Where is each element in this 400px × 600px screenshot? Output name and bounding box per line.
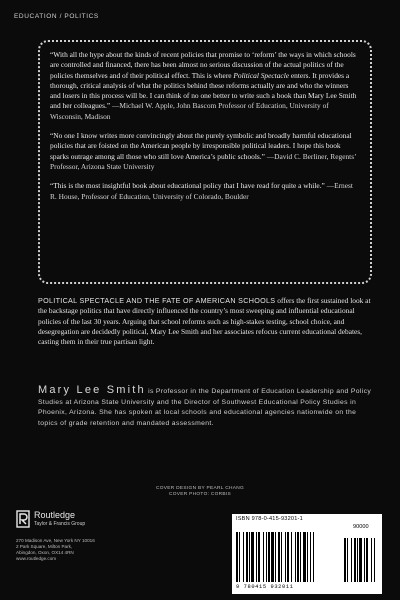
isbn-barcode-label [232, 514, 382, 594]
book-title-italic: Political Spectacle [233, 70, 290, 80]
price-barcode-bar [366, 538, 368, 582]
barcode-bar [271, 532, 274, 582]
barcode-bar [246, 532, 248, 582]
quote-text: “This is the most insightful book about educational policy that I have read for quite a while.” [50, 181, 325, 191]
price-barcode-bar [371, 538, 372, 582]
publisher-name: Routledge [34, 510, 76, 520]
barcode-bar [281, 532, 282, 582]
barcode-bar [300, 532, 301, 582]
address-line: 270 Madison Ave, New York NY 10016 [16, 538, 95, 543]
price-barcode-bar [359, 538, 362, 582]
barcode-bar [251, 532, 254, 582]
barcode-bar [236, 532, 238, 582]
quote-text: “With all the hype about the kinds of recent policies that promise to ‘reform’ the ways in which schools are controlled and financed, there has been almost no serious discussion of the actual politics of the policies themselves and of their political effect. This is where [50, 50, 356, 80]
endorsements-box [38, 40, 372, 284]
cover-photo-credit: COVER PHOTO: CORBIS [168, 492, 232, 498]
endorsement-quote [50, 181, 360, 202]
barcode-bar [307, 532, 308, 582]
cover-design-credit: COVER DESIGN BY PEARL CHANG [155, 486, 245, 491]
publisher-group: Taylor & Francis Group [34, 521, 86, 527]
price-barcode-bar [344, 538, 346, 582]
price-barcode-bar [374, 538, 375, 582]
barcode-bar [297, 532, 299, 582]
author-name: Mary Lee Smith [38, 384, 146, 396]
isbn-number: ISBN 978-0-415-93201-1 [236, 516, 303, 522]
barcode-bar [310, 532, 311, 582]
quote-attribution: —David C. Berliner, Regents’ Professor, Arizona State University [50, 151, 357, 171]
price-barcode-bar [347, 538, 348, 582]
price-code: 90000 [353, 524, 369, 530]
barcode-bar [285, 532, 286, 582]
quote-text: enters. It provides a thorough, critical analysis of what the politics behind these reforms actually are and who the winners and losers in this process will be. I can think of no one better to write such a book than Mary Lee Smith and her colleagues.” [50, 70, 357, 111]
barcode-graphic [236, 532, 378, 584]
endorsement-quote [50, 50, 360, 122]
bio-text: is Professor in the Department of Education Leadership and Policy Studies at Arizona State University and the Director of Southwest Educational Policy Studies in Phoenix, Arizona. She has spoken at local schools and educational agencies nationwide on the topics of grade retention and mandated assessment. [38, 388, 372, 427]
book-description [38, 296, 374, 347]
barcode-bar [239, 532, 240, 582]
barcode-bar [313, 532, 314, 582]
barcode-bar [278, 532, 280, 582]
book-category: EDUCATION / POLITICS [14, 13, 99, 20]
address-line: www.routledge.com [16, 556, 57, 561]
barcode-bar [287, 532, 289, 582]
barcode-bar [268, 532, 270, 582]
endorsement-quote [50, 131, 360, 172]
barcode-bar [249, 532, 250, 582]
price-barcode-bar [351, 538, 352, 582]
book-title: POLITICAL SPECTACLE AND THE FATE OF AMERICAN SCHOOLS [38, 296, 276, 305]
barcode-bar [243, 532, 244, 582]
publisher-address [16, 538, 126, 562]
barcode-bar [256, 532, 257, 582]
quote-attribution: —Michael W. Apple, John Bascom Professor of Education, University of Wisconsin, Madison [50, 101, 329, 121]
barcode-bar [263, 532, 264, 582]
barcode-bar [303, 532, 306, 582]
barcode-digits: 9 780415 932011 [236, 584, 294, 590]
barcode-bar [275, 532, 276, 582]
barcode-bar [291, 532, 292, 582]
price-barcode-bar [354, 538, 356, 582]
address-line: Abingdon, Oxon, OX14 4RN [16, 550, 74, 555]
cover-credits [100, 486, 300, 499]
address-line: 2 Park Square, Milton Park, [16, 544, 73, 549]
quote-attribution: —Ernest R. House, Professor of Education, University of Colorado, Boulder [50, 181, 353, 201]
routledge-logo-icon [16, 510, 30, 528]
price-barcode-bar [357, 538, 358, 582]
author-bio [38, 385, 374, 429]
barcode-bar [295, 532, 296, 582]
barcode-bar [258, 532, 260, 582]
quote-text: “No one I know writes more convincingly about the purely symbolic and broadly harmful educational policies that are foisted on the American people by irresponsible political leaders. I hope this book sparks outrage among all those who still love America’s public schools.” [50, 131, 352, 161]
price-barcode-bar [364, 538, 365, 582]
description-text: offers the first sustained look at the backstage politics that have directly influenced the country’s most sweeping and influential educational policies of the last 30 years. Arguing that school reforms such as high-stakes testing, school choice, and desegregation are decidedly political, Mary Lee Smith and her associates refocus current educational debates, casting them in their true partisan light. [38, 296, 371, 347]
barcode-bar [266, 532, 267, 582]
